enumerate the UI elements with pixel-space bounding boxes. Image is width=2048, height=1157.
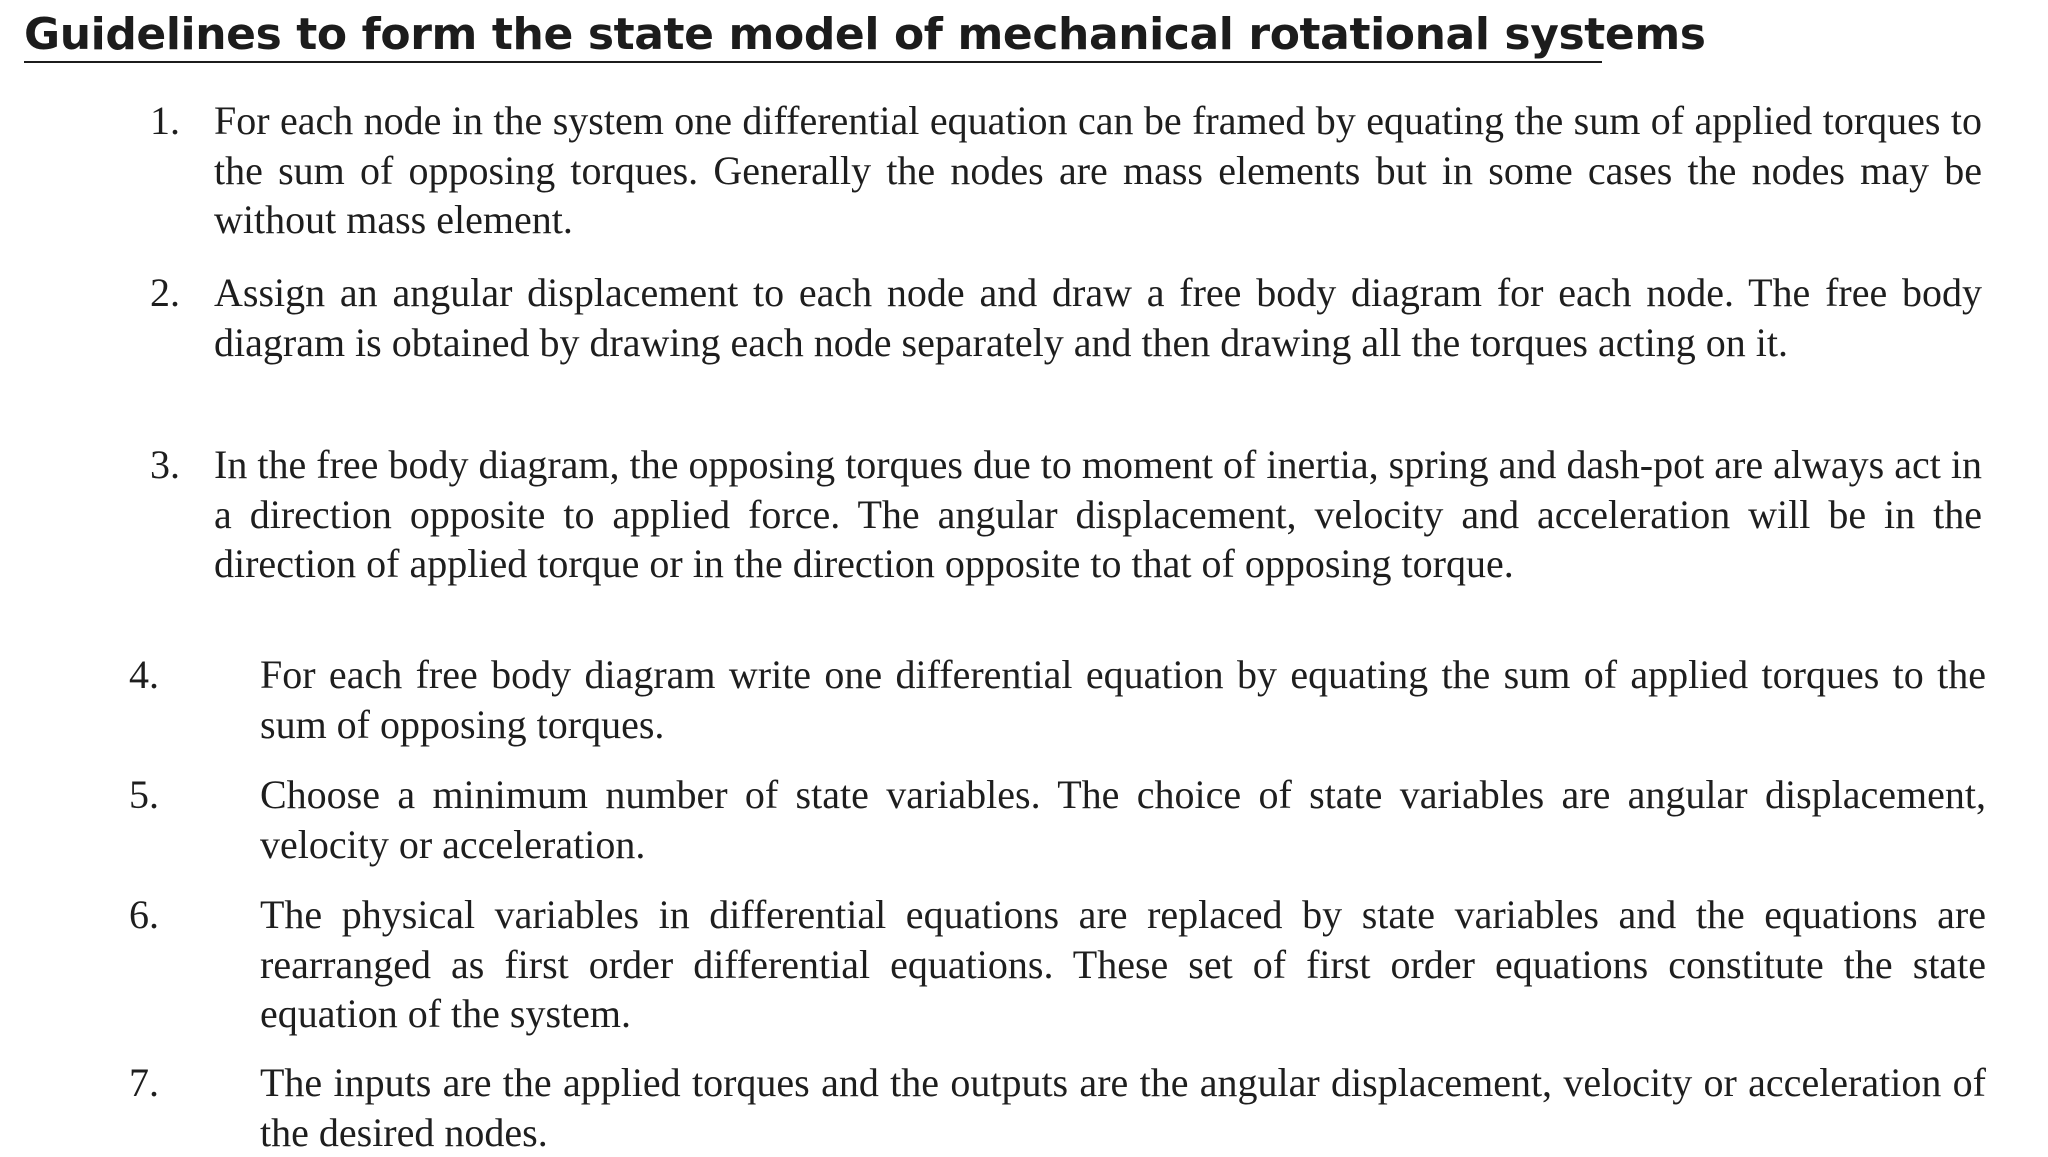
item-number: 5. <box>129 772 159 817</box>
guideline-item-4 <box>129 650 1986 749</box>
guideline-item-3 <box>150 440 1982 589</box>
guideline-item-5 <box>129 770 1986 869</box>
guideline-item-7 <box>129 1058 1986 1157</box>
item-text: For each node in the system one differential equation can be framed by equating the sum of applied torques to the sum of opposing torques. Generally the nodes are mass elements but in some cases the nodes may be without mass element. <box>214 98 1982 243</box>
guideline-item-2 <box>150 268 1982 367</box>
guideline-item-6 <box>129 890 1986 1039</box>
guideline-item-1 <box>150 96 1982 245</box>
item-text: Choose a minimum number of state variables. The choice of state variables are angular displacement, velocity or acceleration. <box>260 772 1986 867</box>
item-number: 3. <box>150 442 180 487</box>
item-number: 7. <box>129 1060 159 1105</box>
item-text: For each free body diagram write one differential equation by equating the sum of applied torques to the sum of opposing torques. <box>260 652 1986 747</box>
item-number: 2. <box>150 270 180 315</box>
item-text: The inputs are the applied torques and the outputs are the angular displacement, velocity or acceleration of the desired nodes. <box>260 1060 1986 1155</box>
item-text: The physical variables in differential equations are replaced by state variables and the equations are rearranged as first order differential equations. These set of first order equations constitute the state equation of the system. <box>260 892 1986 1037</box>
item-number: 6. <box>129 892 159 937</box>
item-number: 4. <box>129 652 159 697</box>
item-number: 1. <box>150 98 180 143</box>
item-text: Assign an angular displacement to each node and draw a free body diagram for each node. The free body diagram is obtained by drawing each node separately and then drawing all the torques acting on it. <box>214 270 1982 365</box>
item-text: In the free body diagram, the opposing torques due to moment of inertia, spring and dash-pot are always act in a direction opposite to applied force. The angular displacement, velocity and acceleration will be in the direction of applied torque or in the direction opposite to that of opposing torque. <box>214 442 1982 587</box>
section-heading: Guidelines to form the state model of mechanical rotational systems <box>24 9 1706 60</box>
heading-underline <box>24 61 1602 63</box>
